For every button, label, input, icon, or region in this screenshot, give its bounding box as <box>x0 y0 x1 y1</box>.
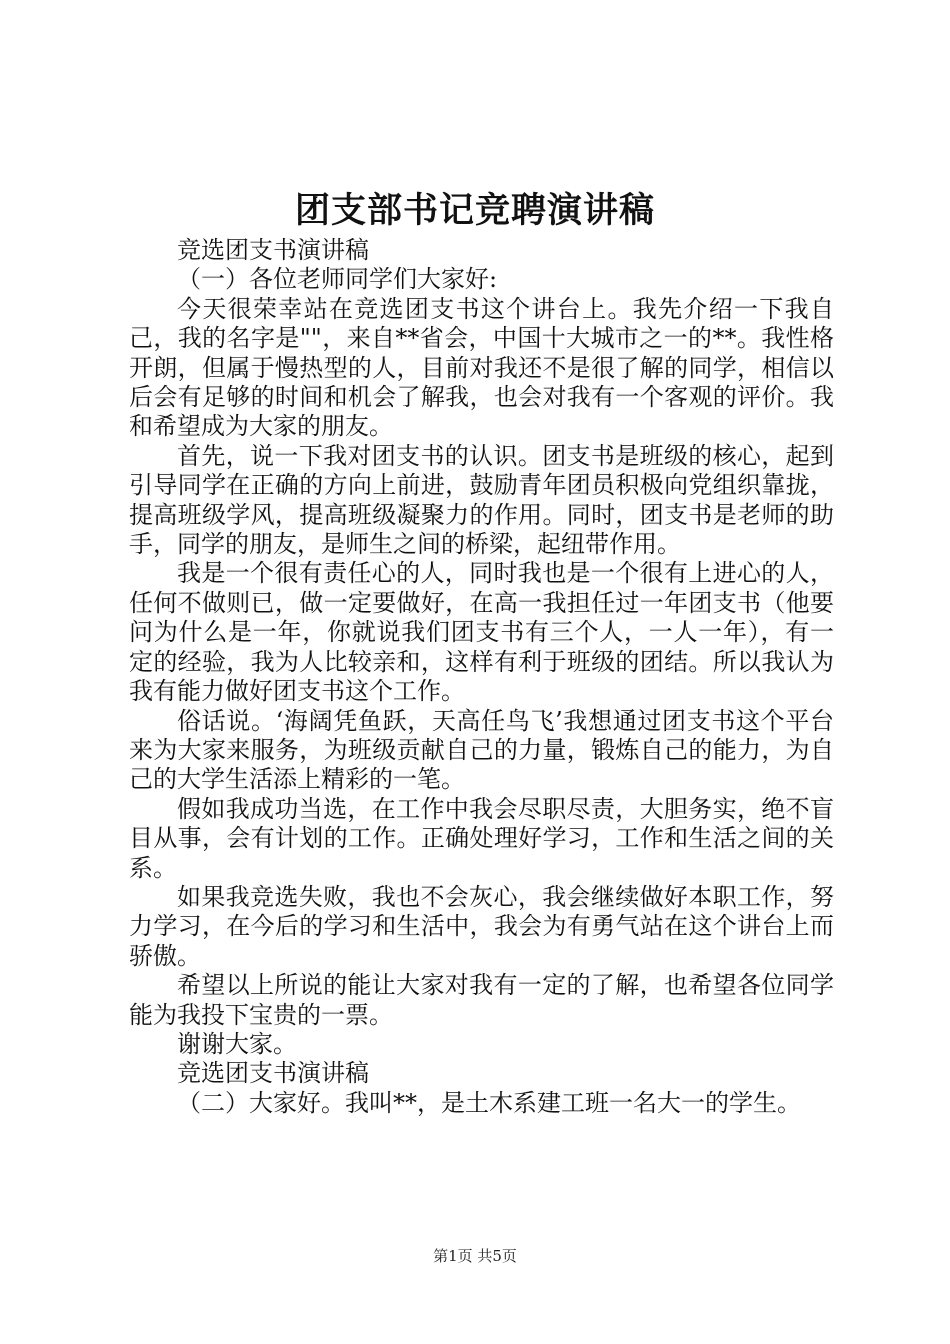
paragraph: 竞选团支书演讲稿 <box>177 1059 369 1088</box>
paragraph: 希望以上所说的能让大家对我有一定的了解，也希望各位同学能为我投下宝贵的一票。 <box>129 971 834 1029</box>
paragraph: （一）各位老师同学们大家好: <box>177 265 498 294</box>
page-footer: 第1页 共5页 <box>433 1247 517 1265</box>
paragraph: 我是一个很有责任心的人，同时我也是一个很有上进心的人，任何不做则已，做一定要做好，在高一我担任过一年团支书（他要问为什么是一年，你就说我们团支书有三个人，一人一年），有一定的经验，我为人比较亲和，这样有利于班级的团结。所以我认为我有能力做好团支书这个工作。 <box>129 559 834 706</box>
paragraph: 谢谢大家。 <box>177 1029 297 1058</box>
document-title: 团支部书记竞聘演讲稿 <box>294 190 655 231</box>
document-body <box>129 236 834 1118</box>
paragraph: 今天很荣幸站在竞选团支书这个讲台上。我先介绍一下我自己，我的名字是""，来自**省会，中国十大城市之一的**。我性格开朗，但属于慢热型的人，目前对我还不是很了解的同学，相信以后会有足够的时间和机会了解我，也会对我有一个客观的评价。我和希望成为大家的朋友。 <box>129 294 834 441</box>
paragraph: 如果我竞选失败，我也不会灰心，我会继续做好本职工作，努力学习，在今后的学习和生活中，我会为有勇气站在这个讲台上而骄傲。 <box>129 882 834 970</box>
paragraph: （二）大家好。我叫**，是土木系建工班一名大一的学生。 <box>177 1088 801 1117</box>
paragraph: 假如我成功当选，在工作中我会尽职尽责，大胆务实，绝不盲目从事，会有计划的工作。正确处理好学习，工作和生活之间的关系。 <box>129 794 834 882</box>
paragraph: 竞选团支书演讲稿 <box>177 236 369 264</box>
paragraph: 首先，说一下我对团支书的认识。团支书是班级的核心，起到引导同学在正确的方向上前进，鼓励青年团员积极向党组织靠拢，提高班级学风，提高班级凝聚力的作用。同时，团支书是老师的助手，同学的朋友，是师生之间的桥梁，起纽带作用。 <box>129 441 834 559</box>
paragraph: 俗话说。‘海阔凭鱼跃，天高任鸟飞’我想通过团支书这个平台来为大家来服务，为班级贡献自己的力量，锻炼自己的能力，为自己的大学生活添上精彩的一笔。 <box>129 706 834 794</box>
